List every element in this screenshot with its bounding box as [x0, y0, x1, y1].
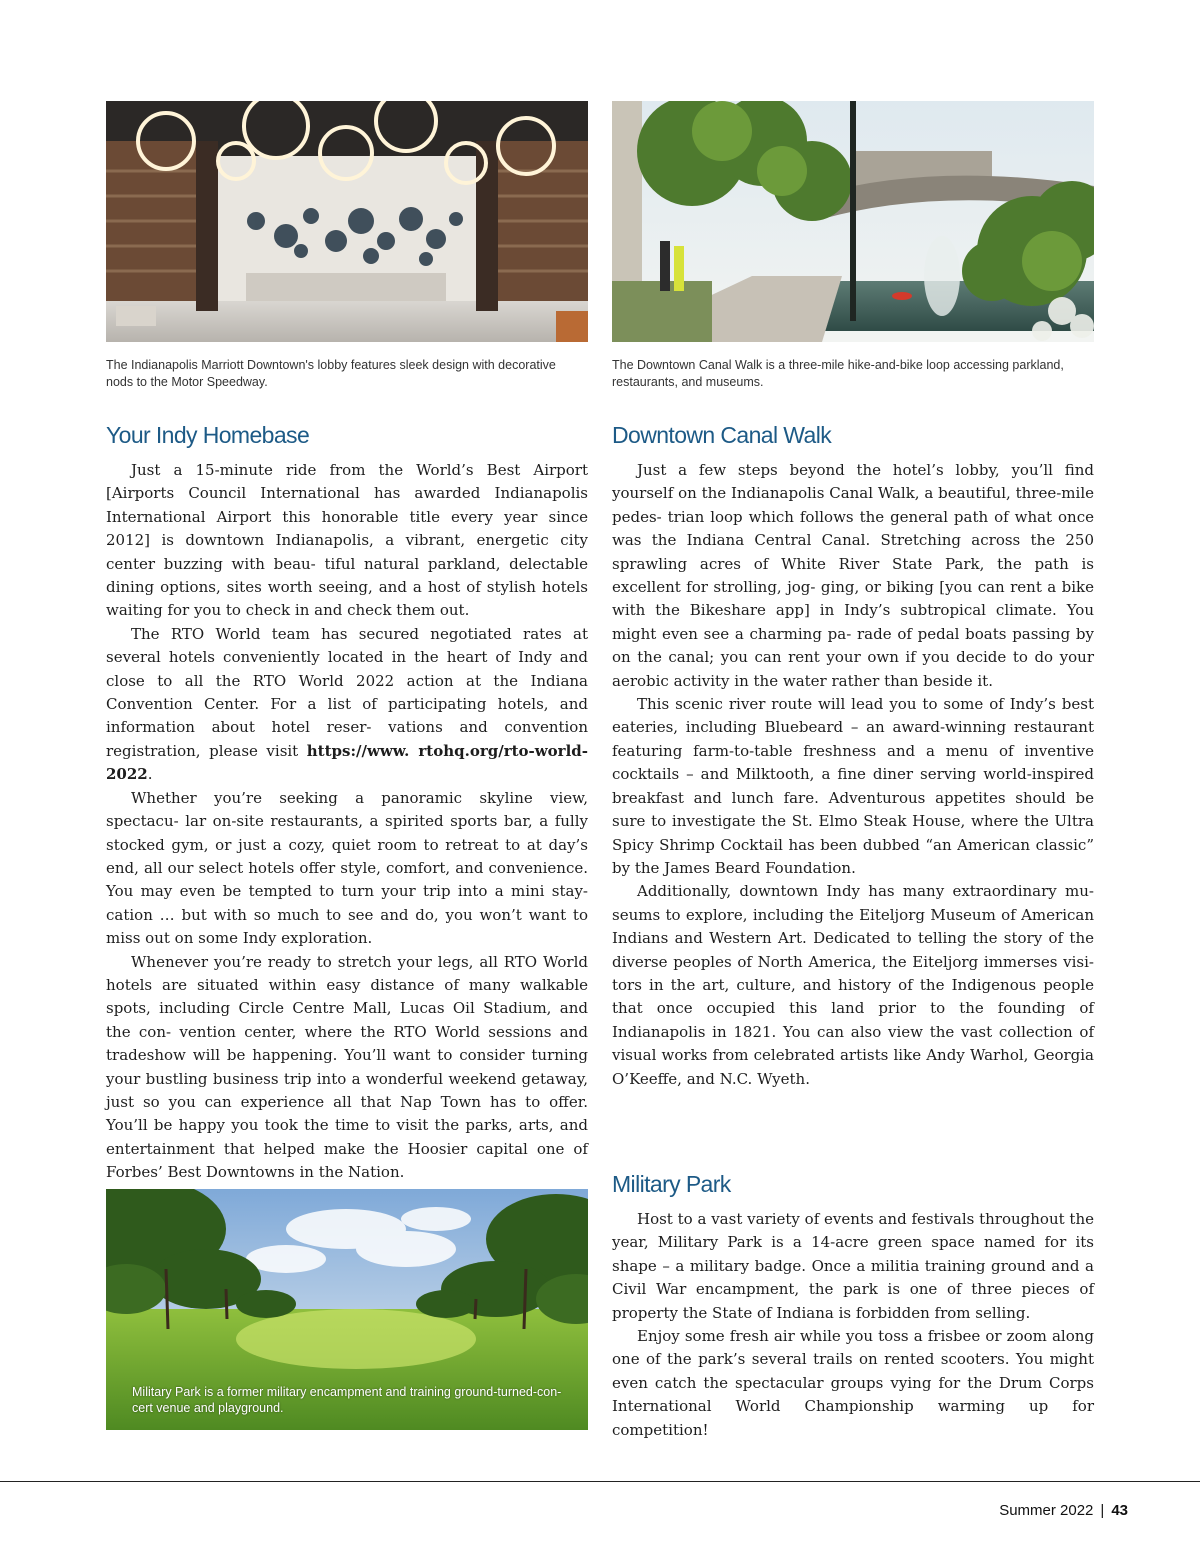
paragraph: This scenic river route will lead you to some of Indy’s best eateries, including Bluebeard – an award-winning restaurant featuring farm-to-table freshness and a menu of inventive cocktails – and Milktooth, a fine diner serving world-inspired breakfast and lunch fare. Adventurous appetites should be sure to investigate the St. Elmo Steak House, where the Ultra Spicy Shrimp Cocktail has been dubbed “an American classic” by the James Beard Foundation. [612, 695, 1094, 877]
paragraph [106, 623, 588, 787]
military-park-photo-caption: Military Park is a former military encampment and training ground-turned-con- cert venue and playground. [132, 1385, 562, 1415]
footer-rule [0, 1481, 1200, 1482]
paragraph: Host to a vast variety of events and festivals throughout the year, Military Park is a 14-acre green space named for its shape – a military badge. Once a militia training ground and a Civil War encampment, the park is one of three pieces of property the State of Indiana is forbidden from selling. [612, 1210, 1094, 1322]
military-park-photo [106, 1189, 588, 1430]
homebase-article [106, 459, 588, 1185]
paragraph: Additionally, downtown Indy has many extraordinary mu- seums to explore, including the Eiteljorg Museum of American Indians and Western Art. Dedicated to telling the story of the diverse peoples of North America, the Eiteljorg immerses visi- tors in the art, culture, and history of the Indigenous people that once occupied this land prior to the founding of Indianapolis in 1821. You can also view the vast collection of visual works from celebrated artists like Andy Warhol, Georgia O’Keeffe, and N.C. Wyeth. [612, 882, 1094, 1088]
page-number: 43 [1111, 1502, 1128, 1519]
paragraph-text: The RTO World team has secured negotiated rates at several hotels conveniently located in the heart of Indy and close to all the RTO World 2022 action at the Indiana Convention Center. For a list of participating hotels, and information about hotel reser- vations and convention registration, please visit [106, 624, 588, 760]
paragraph: Whether you’re seeking a panoramic skyline view, spectacu- lar on-site restaurants, a spirited sports bar, a fully stocked gym, or just a cozy, quiet room to retreat to at day’s end, all our select hotels offer style, comfort, and convenience. You may even be tempted to turn your trip into a mini stay-cation … but with so much to see and do, you won’t want to miss out on some Indy exploration. [106, 788, 588, 948]
footer-separator: | [1100, 1502, 1105, 1519]
rto-world-link[interactable]: https://www. rtohq.org/rto-world-2022 [106, 741, 588, 784]
paragraph: Just a 15-minute ride from the World’s Best Airport [Airports Council International has awarded Indianapolis International Airport this honorable title every year since 2012] is downtown Indianapolis, a vibrant, energetic city center buzzing with beau- tiful natural parkland, delectable dining options, sites worth seeing, and a host of stylish hotels waiting for you to check in and check them out. [106, 461, 588, 620]
page-footer [999, 1502, 1128, 1519]
canal-walk-photo-caption: The Downtown Canal Walk is a three-mile hike-and-bike loop accessing parkland, restaurants, and museums. [612, 358, 1064, 389]
canal-walk-photo [612, 101, 1094, 342]
section-heading-downtown-canal-walk: Downtown Canal Walk [612, 422, 832, 448]
lobby-photo [106, 101, 588, 342]
section-heading-your-indy-homebase: Your Indy Homebase [106, 422, 310, 448]
paragraph: Whenever you’re ready to stretch your legs, all RTO World hotels are situated within easy distance of many walkable spots, including Circle Centre Mall, Lucas Oil Stadium, and the con- vention center, where the RTO World sessions and tradeshow will be happening. You’ll want to consider turning your bustling business trip into a wonderful weekend getaway, just so you can experience all that Nap Town has to offer. You’ll be happy you took the time to visit the parks, arts, and entertainment that helped make the Hoosier capital one of Forbes’ Best Downtowns in the Nation. [106, 952, 588, 1182]
canal-walk-article [612, 459, 1094, 1091]
lobby-photo-caption: The Indianapolis Marriott Downtown's lobby features sleek design with decorative nods to the Motor Speedway. [106, 358, 556, 389]
section-heading-military-park: Military Park [612, 1171, 731, 1197]
paragraph-end: . [147, 765, 153, 784]
paragraph: Enjoy some fresh air while you toss a frisbee or zoom along one of the park’s several trails on rented scooters. You might even catch the spectacular groups vying for the Drum Corps International World Championship warming up for competition! [612, 1327, 1094, 1439]
paragraph: Just a few steps beyond the hotel’s lobby, you’ll find yourself on the Indianapolis Canal Walk, a beautiful, three-mile pedes- trian loop which follows the general path of what once was the Indiana Central Canal. Stretching across the 250 sprawling acres of White River State Park, the path is excellent for strolling, jog- ging, or biking [you can rent a bike with the Bikeshare app] in Indy’s subtropical climate. You might even see a charming pa- rade of pedal boats passing by on the canal; you can rent your own if you decide to do your aerobic activity in the water rather than beside it. [612, 461, 1094, 690]
issue-label: Summer 2022 [999, 1502, 1094, 1519]
military-park-article [612, 1208, 1094, 1442]
